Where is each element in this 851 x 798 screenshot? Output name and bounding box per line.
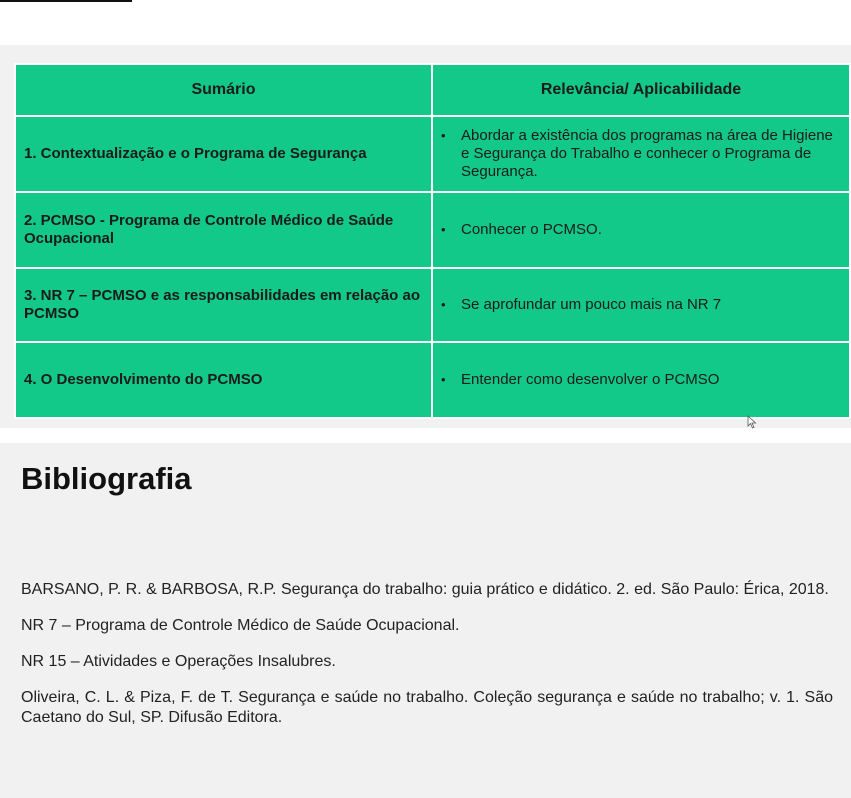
table-row [15, 342, 850, 418]
table-row [15, 268, 850, 342]
relevance-cell [432, 342, 850, 418]
table-header-row [15, 64, 850, 116]
table-row [15, 192, 850, 268]
reference-list [21, 580, 833, 744]
mouse-pointer-icon [747, 415, 757, 429]
topic-cell: 3. NR 7 – PCMSO e as responsabilidades em relação ao PCMSO [15, 268, 432, 342]
top-divider [0, 0, 132, 2]
reference-item: NR 15 – Atividades e Operações Insalubres. [21, 653, 336, 670]
bullet-icon: • [441, 372, 446, 387]
table-row [15, 116, 850, 192]
bullet-icon: • [441, 128, 446, 143]
relevance-cell [432, 268, 850, 342]
relevance-text: Se aprofundar um pouco mais na NR 7 [461, 296, 722, 313]
bullet-icon: • [441, 297, 446, 312]
bibliography-slide [0, 443, 851, 798]
topic-cell: 2. PCMSO - Programa de Controle Médico de Saúde Ocupacional [15, 192, 432, 268]
topic-cell: 4. O Desenvolvimento do PCMSO [15, 342, 432, 418]
relevance-cell [432, 116, 850, 192]
relevance-cell [432, 192, 850, 268]
summary-table [14, 63, 851, 419]
header-summary: Sumário [15, 64, 432, 116]
relevance-text: Conhecer o PCMSO. [461, 221, 602, 238]
relevance-text: Entender como desenvolver o PCMSO [461, 371, 720, 388]
bullet-icon: • [441, 222, 446, 237]
header-relevance: Relevância/ Aplicabilidade [432, 64, 850, 116]
bibliography-title: Bibliografia [21, 461, 192, 496]
reference-item: Oliveira, C. L. & Piza, F. de T. Segurança e saúde no trabalho. Coleção segurança e saúde no trabalho; v. 1. São Caetano do Sul, SP. Difusão Editora. [21, 689, 833, 726]
reference-item: NR 7 – Programa de Controle Médico de Saúde Ocupacional. [21, 617, 460, 634]
topic-cell: 1. Contextualização e o Programa de Segurança [15, 116, 432, 192]
summary-slide [0, 45, 851, 428]
reference-item: BARSANO, P. R. & BARBOSA, R.P. Segurança do trabalho: guia prático e didático. 2. ed. São Paulo: Érica, 2018. [21, 581, 829, 598]
relevance-text: Abordar a existência dos programas na área de Higiene e Segurança do Trabalho e conhecer o Programa de Segurança. [461, 127, 833, 180]
